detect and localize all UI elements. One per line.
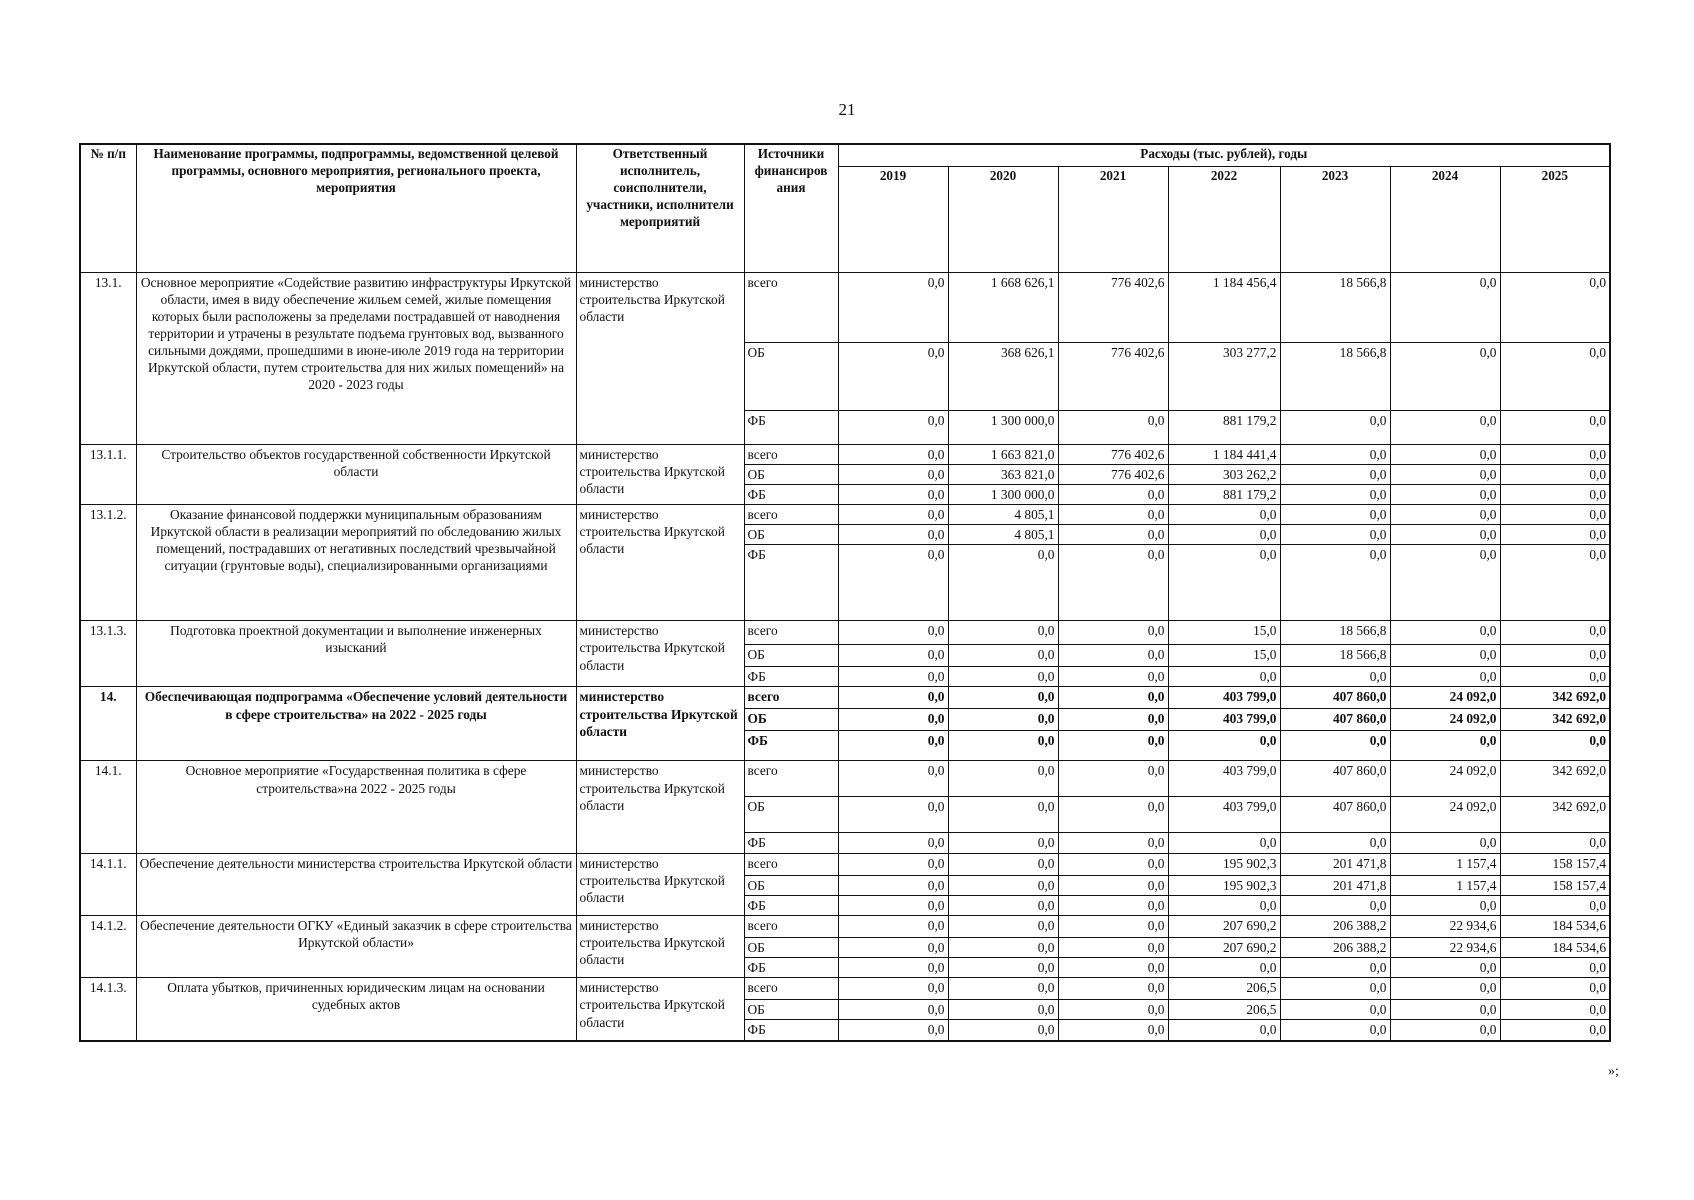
expense-value: 24 092,0	[1390, 687, 1500, 709]
expense-value: 0,0	[948, 875, 1058, 895]
funding-source: всего	[744, 621, 838, 645]
responsible-executor: министерство строительства Иркутской области	[576, 504, 744, 620]
table-row	[80, 978, 1610, 1000]
responsible-executor: министерство строительства Иркутской области	[576, 621, 744, 687]
expense-value: 0,0	[948, 731, 1058, 761]
expense-value: 0,0	[1390, 444, 1500, 464]
expense-value: 0,0	[1500, 731, 1610, 761]
expense-value: 0,0	[1058, 410, 1168, 444]
responsible-executor: министерство строительства Иркутской области	[576, 978, 744, 1041]
expense-value: 0,0	[1280, 833, 1390, 853]
expense-value: 201 471,8	[1280, 875, 1390, 895]
header-year: 2023	[1280, 166, 1390, 272]
expense-value: 0,0	[948, 645, 1058, 667]
expense-value: 4 805,1	[948, 504, 1058, 524]
expense-value: 0,0	[838, 978, 948, 1000]
expense-value: 24 092,0	[1390, 709, 1500, 731]
row-number: 14.	[80, 687, 136, 761]
expense-value: 776 402,6	[1058, 464, 1168, 484]
table-row	[80, 853, 1610, 875]
expense-value: 18 566,8	[1280, 645, 1390, 667]
expense-value: 0,0	[1390, 504, 1500, 524]
header-num: № п/п	[80, 144, 136, 272]
activity-name: Подготовка проектной документации и выполнение инженерных изысканий	[136, 621, 576, 687]
activity-name: Обеспечивающая подпрограмма «Обеспечение условий деятельности в сфере строительства» на 2022 - 2025 годы	[136, 687, 576, 761]
expense-value: 0,0	[1500, 1020, 1610, 1041]
expense-value: 0,0	[838, 895, 948, 915]
activity-name: Оказание финансовой поддержки муниципальным образованиям Иркутской области в реализации мероприятий по обследованию жилых помещений, пострадавших от негативных последствий чрезвычайной ситуации (грунтовые воды), специализированными организациями	[136, 504, 576, 620]
expense-value: 0,0	[1168, 1020, 1280, 1041]
expense-value: 0,0	[1058, 797, 1168, 833]
expense-value: 776 402,6	[1058, 342, 1168, 410]
row-number: 13.1.2.	[80, 504, 136, 620]
row-number: 14.1.3.	[80, 978, 136, 1041]
table-row	[80, 621, 1610, 645]
expense-value: 1 668 626,1	[948, 272, 1058, 342]
expense-value: 207 690,2	[1168, 937, 1280, 957]
expense-value: 0,0	[838, 958, 948, 978]
expense-value: 0,0	[838, 709, 948, 731]
expense-value: 0,0	[1500, 545, 1610, 621]
header-year: 2022	[1168, 166, 1280, 272]
expense-value: 342 692,0	[1500, 761, 1610, 797]
responsible-executor: министерство строительства Иркутской области	[576, 687, 744, 761]
expense-value: 0,0	[1058, 1020, 1168, 1041]
activity-name: Обеспечение деятельности министерства строительства Иркутской области	[136, 853, 576, 915]
expense-value: 0,0	[1280, 484, 1390, 504]
expense-value: 342 692,0	[1500, 709, 1610, 731]
expense-value: 0,0	[1058, 667, 1168, 687]
expense-value: 0,0	[1500, 410, 1610, 444]
funding-source: ФБ	[744, 484, 838, 504]
expense-value: 0,0	[1390, 621, 1500, 645]
row-number: 13.1.	[80, 272, 136, 444]
expense-value: 0,0	[838, 761, 948, 797]
expense-value: 0,0	[1500, 978, 1610, 1000]
expense-value: 0,0	[1280, 895, 1390, 915]
expense-value: 0,0	[948, 1000, 1058, 1020]
expense-value: 0,0	[1168, 958, 1280, 978]
header-year: 2019	[838, 166, 948, 272]
expense-value: 0,0	[1500, 958, 1610, 978]
table-row	[80, 761, 1610, 797]
expense-value: 0,0	[1500, 484, 1610, 504]
funding-source: ФБ	[744, 545, 838, 621]
expense-value: 407 860,0	[1280, 687, 1390, 709]
expense-value: 0,0	[948, 1020, 1058, 1041]
expense-value: 0,0	[1500, 667, 1610, 687]
expense-value: 201 471,8	[1280, 853, 1390, 875]
expense-value: 0,0	[1500, 272, 1610, 342]
expense-value: 0,0	[1058, 504, 1168, 524]
expense-value: 0,0	[1390, 645, 1500, 667]
funding-source: всего	[744, 504, 838, 524]
expense-value: 776 402,6	[1058, 444, 1168, 464]
expense-value: 195 902,3	[1168, 875, 1280, 895]
expense-value: 0,0	[1500, 464, 1610, 484]
expense-value: 0,0	[1058, 958, 1168, 978]
expense-value: 363 821,0	[948, 464, 1058, 484]
expense-value: 184 534,6	[1500, 937, 1610, 957]
expense-value: 0,0	[838, 687, 948, 709]
expense-value: 158 157,4	[1500, 875, 1610, 895]
header-year: 2025	[1500, 166, 1610, 272]
expense-value: 18 566,8	[1280, 621, 1390, 645]
expense-value: 0,0	[838, 797, 948, 833]
expense-value: 0,0	[948, 833, 1058, 853]
expense-value: 0,0	[838, 833, 948, 853]
funding-source: всего	[744, 272, 838, 342]
table-row	[80, 504, 1610, 524]
expense-value: 0,0	[1058, 1000, 1168, 1020]
expense-value: 1 184 456,4	[1168, 272, 1280, 342]
expense-value: 0,0	[1280, 545, 1390, 621]
expense-value: 0,0	[1390, 978, 1500, 1000]
table-row	[80, 444, 1610, 464]
expense-value: 0,0	[1168, 504, 1280, 524]
expense-value: 0,0	[1058, 645, 1168, 667]
expense-value: 0,0	[1390, 667, 1500, 687]
budget-body	[80, 272, 1610, 1041]
expense-value: 1 663 821,0	[948, 444, 1058, 464]
funding-source: всего	[744, 978, 838, 1000]
expense-value: 0,0	[838, 464, 948, 484]
expense-value: 0,0	[1058, 895, 1168, 915]
expense-value: 0,0	[1280, 667, 1390, 687]
expense-value: 0,0	[838, 667, 948, 687]
expense-value: 0,0	[948, 797, 1058, 833]
header-name: Наименование программы, подпрограммы, ведомственной целевой программы, основного мероприятия, регионального проекта, мероприятия	[136, 144, 576, 272]
expense-value: 403 799,0	[1168, 761, 1280, 797]
expense-value: 15,0	[1168, 645, 1280, 667]
expense-value: 0,0	[838, 853, 948, 875]
expense-value: 0,0	[1390, 545, 1500, 621]
expense-value: 0,0	[838, 1020, 948, 1041]
expense-value: 0,0	[1390, 833, 1500, 853]
expense-value: 0,0	[948, 853, 1058, 875]
funding-source: ОБ	[744, 797, 838, 833]
expense-value: 0,0	[1390, 1020, 1500, 1041]
expense-value: 0,0	[1280, 1000, 1390, 1020]
expense-value: 403 799,0	[1168, 687, 1280, 709]
expense-value: 0,0	[1058, 875, 1168, 895]
expense-value: 0,0	[948, 895, 1058, 915]
expense-value: 0,0	[1058, 978, 1168, 1000]
expense-value: 0,0	[838, 504, 948, 524]
expense-value: 0,0	[1390, 731, 1500, 761]
expense-value: 342 692,0	[1500, 687, 1610, 709]
expense-value: 881 179,2	[1168, 410, 1280, 444]
expense-value: 0,0	[948, 978, 1058, 1000]
expense-value: 0,0	[1058, 731, 1168, 761]
expense-value: 403 799,0	[1168, 797, 1280, 833]
responsible-executor: министерство строительства Иркутской области	[576, 853, 744, 915]
expense-value: 0,0	[1280, 464, 1390, 484]
expense-value: 1 184 441,4	[1168, 444, 1280, 464]
expense-value: 0,0	[1168, 731, 1280, 761]
expense-value: 0,0	[1500, 444, 1610, 464]
expense-value: 303 277,2	[1168, 342, 1280, 410]
table-row	[80, 915, 1610, 937]
header-year: 2021	[1058, 166, 1168, 272]
responsible-executor: министерство строительства Иркутской области	[576, 761, 744, 853]
expense-value: 22 934,6	[1390, 915, 1500, 937]
expense-value: 0,0	[1280, 525, 1390, 545]
header-responsible: Ответственный исполнитель, соисполнители, участники, исполнители мероприятий	[576, 144, 744, 272]
expense-value: 1 157,4	[1390, 875, 1500, 895]
header-sources: Источники финансиров ания	[744, 144, 838, 272]
expense-value: 24 092,0	[1390, 797, 1500, 833]
expense-value: 206,5	[1168, 978, 1280, 1000]
expense-value: 0,0	[1280, 1020, 1390, 1041]
expense-value: 0,0	[1280, 958, 1390, 978]
expense-value: 0,0	[948, 915, 1058, 937]
responsible-executor: министерство строительства Иркутской области	[576, 444, 744, 504]
header-year: 2024	[1390, 166, 1500, 272]
expense-value: 407 860,0	[1280, 797, 1390, 833]
expense-value: 206 388,2	[1280, 937, 1390, 957]
funding-source: ФБ	[744, 958, 838, 978]
expense-value: 0,0	[1280, 410, 1390, 444]
expense-value: 0,0	[1058, 525, 1168, 545]
expense-value: 403 799,0	[1168, 709, 1280, 731]
header-year: 2020	[948, 166, 1058, 272]
table-row	[80, 272, 1610, 342]
expense-value: 0,0	[1058, 833, 1168, 853]
funding-source: ОБ	[744, 342, 838, 410]
expense-value: 0,0	[1280, 731, 1390, 761]
expense-value: 0,0	[1058, 709, 1168, 731]
expense-value: 0,0	[1500, 645, 1610, 667]
row-number: 13.1.1.	[80, 444, 136, 504]
row-number: 14.1.	[80, 761, 136, 853]
expense-value: 0,0	[1390, 1000, 1500, 1020]
expense-value: 0,0	[1500, 504, 1610, 524]
budget-table	[79, 143, 1611, 1042]
expense-value: 0,0	[1500, 621, 1610, 645]
funding-source: ОБ	[744, 464, 838, 484]
activity-name: Оплата убытков, причиненных юридическим лицам на основании судебных актов	[136, 978, 576, 1041]
expense-value: 0,0	[948, 667, 1058, 687]
expense-value: 0,0	[838, 484, 948, 504]
expense-value: 0,0	[1500, 1000, 1610, 1020]
expense-value: 4 805,1	[948, 525, 1058, 545]
responsible-executor: министерство строительства Иркутской области	[576, 915, 744, 977]
expense-value: 0,0	[948, 709, 1058, 731]
expense-value: 0,0	[838, 875, 948, 895]
expense-value: 0,0	[1390, 484, 1500, 504]
expense-value: 195 902,3	[1168, 853, 1280, 875]
expense-value: 303 262,2	[1168, 464, 1280, 484]
expense-value: 0,0	[1390, 958, 1500, 978]
expense-value: 368 626,1	[948, 342, 1058, 410]
funding-source: ФБ	[744, 410, 838, 444]
expense-value: 407 860,0	[1280, 761, 1390, 797]
header-expenses: Расходы (тыс. рублей), годы	[838, 144, 1610, 166]
expense-value: 342 692,0	[1500, 797, 1610, 833]
expense-value: 0,0	[838, 645, 948, 667]
expense-value: 881 179,2	[1168, 484, 1280, 504]
expense-value: 207 690,2	[1168, 915, 1280, 937]
expense-value: 407 860,0	[1280, 709, 1390, 731]
funding-source: всего	[744, 915, 838, 937]
responsible-executor: министерство строительства Иркутской области	[576, 272, 744, 444]
expense-value: 1 157,4	[1390, 853, 1500, 875]
expense-value: 0,0	[1390, 410, 1500, 444]
expense-value: 24 092,0	[1390, 761, 1500, 797]
expense-value: 1 300 000,0	[948, 484, 1058, 504]
header-row-1	[80, 144, 1610, 166]
expense-value: 0,0	[948, 621, 1058, 645]
expense-value: 0,0	[838, 1000, 948, 1020]
expense-value: 0,0	[1390, 342, 1500, 410]
funding-source: всего	[744, 444, 838, 464]
closing-mark: »;	[1608, 1064, 1619, 1079]
funding-source: всего	[744, 687, 838, 709]
expense-value: 22 934,6	[1390, 937, 1500, 957]
expense-value: 0,0	[838, 731, 948, 761]
expense-value: 0,0	[948, 937, 1058, 957]
row-number: 14.1.2.	[80, 915, 136, 977]
expense-value: 0,0	[1500, 833, 1610, 853]
expense-value: 0,0	[1500, 525, 1610, 545]
expense-value: 0,0	[1168, 895, 1280, 915]
expense-value: 0,0	[838, 915, 948, 937]
activity-name: Основное мероприятие «Государственная политика в сфере строительства»на 2022 - 2025 годы	[136, 761, 576, 853]
expense-value: 184 534,6	[1500, 915, 1610, 937]
expense-value: 0,0	[838, 937, 948, 957]
funding-source: ФБ	[744, 833, 838, 853]
expense-value: 0,0	[948, 687, 1058, 709]
expense-value: 0,0	[1168, 833, 1280, 853]
expense-value: 0,0	[838, 342, 948, 410]
funding-source: ФБ	[744, 895, 838, 915]
expense-value: 0,0	[1058, 621, 1168, 645]
expense-value: 15,0	[1168, 621, 1280, 645]
funding-source: ОБ	[744, 875, 838, 895]
expense-value: 206 388,2	[1280, 915, 1390, 937]
funding-source: всего	[744, 761, 838, 797]
expense-value: 158 157,4	[1500, 853, 1610, 875]
funding-source: ОБ	[744, 645, 838, 667]
expense-value: 18 566,8	[1280, 272, 1390, 342]
expense-value: 0,0	[838, 621, 948, 645]
expense-value: 0,0	[1280, 978, 1390, 1000]
funding-source: ОБ	[744, 525, 838, 545]
expense-value: 0,0	[1280, 444, 1390, 464]
expense-value: 0,0	[1390, 895, 1500, 915]
expense-value: 0,0	[948, 761, 1058, 797]
expense-value: 0,0	[1058, 937, 1168, 957]
funding-source: ФБ	[744, 1020, 838, 1041]
expense-value: 0,0	[838, 545, 948, 621]
expense-value: 0,0	[1058, 915, 1168, 937]
expense-value: 0,0	[1058, 484, 1168, 504]
expense-value: 0,0	[838, 410, 948, 444]
expense-value: 0,0	[1058, 687, 1168, 709]
expense-value: 0,0	[1058, 545, 1168, 621]
activity-name: Основное мероприятие «Содействие развитию инфраструктуры Иркутской области, имея в виду обеспечение жильем семей, жилые помещения которых были расположены за пределами пострадавшей от наводнения территории и утрачены в результате подъема грунтовых вод, вызванного сильными дождями, прошедшими в июне-июле 2019 года на территории Иркутской области, путем строительства для них жилых помещений» на 2020 - 2023 годы	[136, 272, 576, 444]
expense-value: 0,0	[1168, 667, 1280, 687]
expense-value: 0,0	[1500, 895, 1610, 915]
funding-source: всего	[744, 853, 838, 875]
funding-source: ОБ	[744, 937, 838, 957]
expense-value: 0,0	[1390, 525, 1500, 545]
expense-value: 0,0	[838, 444, 948, 464]
funding-source: ОБ	[744, 1000, 838, 1020]
page-number: 21	[838, 100, 856, 119]
expense-value: 206,5	[1168, 1000, 1280, 1020]
expense-value: 0,0	[948, 545, 1058, 621]
expense-value: 776 402,6	[1058, 272, 1168, 342]
row-number: 13.1.3.	[80, 621, 136, 687]
funding-source: ФБ	[744, 667, 838, 687]
expense-value: 0,0	[1168, 545, 1280, 621]
expense-value: 0,0	[1390, 464, 1500, 484]
row-number: 14.1.1.	[80, 853, 136, 915]
expense-value: 0,0	[838, 272, 948, 342]
expense-value: 0,0	[1058, 853, 1168, 875]
expense-value: 1 300 000,0	[948, 410, 1058, 444]
expense-value: 0,0	[1168, 525, 1280, 545]
expense-value: 0,0	[838, 525, 948, 545]
expense-value: 0,0	[1500, 342, 1610, 410]
activity-name: Строительство объектов государственной собственности Иркутской области	[136, 444, 576, 504]
table-row	[80, 687, 1610, 709]
expense-value: 18 566,8	[1280, 342, 1390, 410]
expense-value: 0,0	[1280, 504, 1390, 524]
expense-value: 0,0	[948, 958, 1058, 978]
expense-value: 0,0	[1058, 761, 1168, 797]
funding-source: ФБ	[744, 731, 838, 761]
activity-name: Обеспечение деятельности ОГКУ «Единый заказчик в сфере строительства Иркутской области»	[136, 915, 576, 977]
expense-value: 0,0	[1390, 272, 1500, 342]
funding-source: ОБ	[744, 709, 838, 731]
